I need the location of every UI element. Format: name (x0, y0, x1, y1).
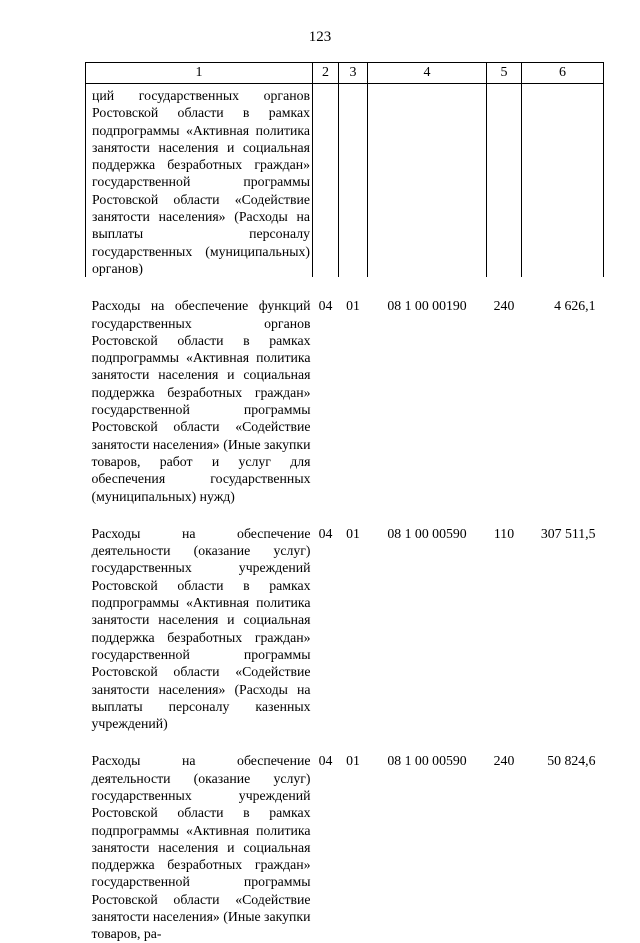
header-col-5: 5 (487, 63, 522, 84)
budget-table (85, 62, 604, 943)
table-row (86, 732, 604, 942)
table-row (86, 84, 604, 278)
header-col-2: 2 (313, 63, 339, 84)
row-col-2 (313, 84, 339, 278)
table-row (86, 505, 604, 733)
row-description: Расходы на обеспечение деятельности (оказание услуг) государственных учреждений Ростовской области в рамках подпрограммы «Активная политика занятости населения и социальная поддержка безработных граждан» государственной программы Ростовской области «Содействие занятости населения» (Расходы на выплаты персоналу казенных учреждений) (91, 525, 311, 732)
row-col-2: 04 (318, 525, 333, 541)
row-col-5: 240 (493, 298, 515, 314)
row-col-3: 01 (346, 753, 360, 769)
row-col-2: 04 (318, 753, 333, 769)
row-col-3 (339, 84, 368, 278)
row-col-4 (368, 84, 487, 278)
row-col-2: 04 (318, 298, 333, 314)
row-col-5 (487, 84, 522, 278)
row-col-4: 08 1 00 00590 (387, 525, 467, 541)
row-description: Расходы на обеспечение деятельности (оказание услуг) государственных учреждений Ростовской области в рамках подпрограммы «Активная политика занятости населения и социальная поддержка безработных граждан» государственной программы Ростовской области «Содействие занятости населения» (Иные закупки товаров, ра- (91, 753, 311, 942)
header-row (86, 63, 604, 84)
header-col-3: 3 (339, 63, 368, 84)
row-amount: 307 511,5 (540, 525, 596, 541)
page-number: 123 (308, 29, 332, 45)
row-col-4: 08 1 00 00190 (387, 298, 467, 314)
row-col-4: 08 1 00 00590 (387, 753, 467, 769)
header-col-6: 6 (522, 63, 604, 84)
row-col-3: 01 (346, 298, 360, 314)
row-description: Расходы на обеспечение функций государственных органов Ростовской области в рамках подпрограммы «Активная политика занятости населения и социальная поддержка безработных граждан» государственной программы Ростовской области «Содействие занятости населения» (Иные закупки товаров, работ и услуг для обеспечения государственных (муниципальных) нужд) (91, 298, 311, 504)
row-amount (522, 84, 604, 278)
header-col-4: 4 (368, 63, 487, 84)
header-col-1: 1 (86, 63, 313, 84)
row-amount: 50 824,6 (547, 753, 596, 769)
row-description: ций государственных органов Ростовской области в рамках подпрограммы «Активная политика занятости населения и социальная поддержка безработных граждан» государственной программы Ростовской области «Содействие занятости населения» (Расходы на выплаты персоналу государственных (муниципальных) органов) (86, 84, 313, 278)
table-row (86, 277, 604, 505)
row-col-5: 110 (493, 525, 515, 541)
row-col-5: 240 (493, 753, 515, 769)
row-amount: 4 626,1 (554, 298, 596, 314)
row-col-3: 01 (346, 525, 360, 541)
